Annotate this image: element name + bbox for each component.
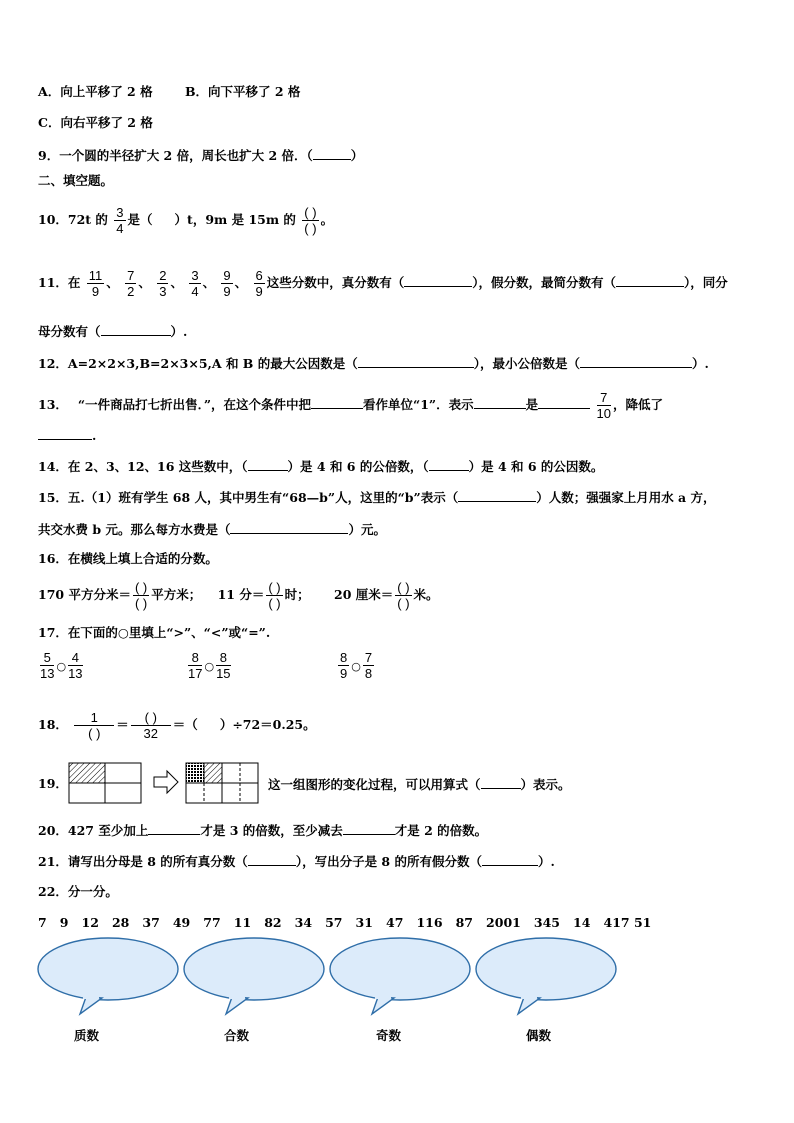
q-number: 21．	[38, 854, 68, 869]
fraction: $\frac{6}{9}$	[255, 268, 263, 299]
q-number: 13．	[38, 397, 68, 412]
q-number: 16．	[38, 551, 68, 566]
answer-fraction[interactable]: $\frac{( )}{( )}$	[134, 580, 148, 611]
q20-text-1: 427 至少加上	[67, 823, 149, 838]
q21-text-2: ），写出分子是 8 的所有假分数（	[295, 854, 482, 869]
speech-bubble-odd[interactable]	[330, 938, 470, 1014]
label-odd: 奇数	[376, 1028, 402, 1043]
answer-blank[interactable]	[311, 396, 363, 409]
answer-blank[interactable]	[101, 323, 171, 336]
compare-item-1	[38, 650, 85, 681]
answer-blank[interactable]	[404, 274, 472, 287]
q-number: 18．	[38, 717, 68, 732]
q11-text-4: ），同分	[684, 275, 728, 290]
question-16	[38, 551, 218, 567]
label-even: 偶数	[526, 1028, 552, 1043]
q18-text-1: （	[185, 717, 198, 732]
arrow-icon	[154, 771, 178, 793]
q-number: 14．	[38, 459, 68, 474]
fraction: $\frac{4}{13}$	[68, 650, 83, 681]
q-number: 12．	[38, 356, 68, 371]
fraction-diagram	[68, 762, 263, 806]
compare-item-2	[186, 650, 233, 681]
question-11: 11．在 $\frac{11}{9}$ 、 $\frac{7}{2}$ 、 $\frac{2}{3}$ 、 $\frac{3}{4}$ 、 $\frac{9}{9}$ 、 $\frac{6}{9}$ 这些分数中，真分数有（ ），假分数，最简分数有（ ），同分	[38, 268, 728, 299]
speech-bubbles	[30, 936, 630, 1020]
fraction-3-4: $\frac{3}{4}$	[116, 205, 124, 236]
compare-circle[interactable]: ○	[351, 660, 361, 673]
answer-blank[interactable]	[481, 776, 521, 789]
question-18	[38, 710, 316, 741]
question-16-items	[38, 580, 439, 611]
answer-blank[interactable]	[248, 853, 296, 866]
equals-sign: ＝	[172, 717, 186, 732]
q16-a-text: 170 平方分米＝	[38, 587, 131, 602]
label-prime: 质数	[74, 1028, 100, 1043]
answer-blank[interactable]	[248, 458, 288, 471]
answer-blank[interactable]	[343, 822, 395, 835]
question-17	[38, 625, 270, 641]
q15-text-2: ）人数；强强家上月用水 a 方，	[536, 490, 716, 505]
section-title: 二、填空题。	[38, 173, 114, 188]
compare-item-3	[336, 650, 376, 681]
q20-text-3: 才是 2 的倍数。	[394, 823, 488, 838]
q12-text-2: ），最小公倍数是（	[473, 356, 580, 371]
question-20	[38, 822, 487, 839]
q19-end: ）表示。	[520, 777, 571, 792]
question-21	[38, 853, 555, 870]
answer-blank[interactable]	[538, 396, 590, 409]
q12-text-3: ）.	[692, 356, 709, 371]
fraction: $\frac{7}{8}$	[364, 650, 373, 681]
fraction: $\frac{5}{13}$	[40, 650, 55, 681]
answer-fraction[interactable]: $\frac{( )}{( )}$	[304, 205, 317, 236]
question-11-cont	[38, 323, 187, 340]
compare-circle[interactable]: ○	[204, 660, 215, 673]
speech-bubble-prime[interactable]	[38, 938, 178, 1014]
question-13	[38, 390, 663, 421]
q10-text-2: 是（	[127, 212, 153, 227]
speech-bubble-composite[interactable]	[184, 938, 324, 1014]
question-22	[38, 884, 118, 900]
answer-blank[interactable]	[482, 853, 538, 866]
q10-text-4: 。	[320, 212, 334, 227]
option-c-line	[38, 115, 153, 131]
question-19-number: 19．	[38, 776, 68, 791]
question-13-cont	[38, 427, 96, 444]
q15-text-3: 共交水费 b 元。那么每方水费是（	[38, 522, 231, 537]
q-number: 9．	[38, 148, 60, 163]
q10-text-3: ）t，9m 是 15m 的	[174, 212, 296, 227]
q20-text-2: 才是 3 的倍数，至少减去	[200, 823, 343, 838]
q16-text: 在横线上填上合适的分数。	[67, 551, 218, 566]
compare-circle[interactable]: ○	[56, 660, 67, 673]
option-c: C．向右平移了 2 格	[38, 115, 153, 130]
option-a: A．向上平移了 2 格	[38, 84, 153, 99]
q-number: 10．	[38, 212, 68, 227]
q10-text-1: 72t 的	[67, 212, 108, 227]
fraction: $\frac{9}{9}$	[223, 268, 231, 299]
fraction: $\frac{8}{17}$	[188, 650, 203, 681]
answer-blank[interactable]	[38, 427, 92, 440]
answer-blank[interactable]	[358, 355, 474, 368]
question-10	[38, 205, 333, 236]
option-b: B．向下平移了 2 格	[184, 84, 301, 99]
answer-blank[interactable]	[148, 822, 200, 835]
q13-text-1: “一件商品打七折出售．”，在这个条件中把	[77, 397, 312, 412]
rect-after	[186, 763, 258, 803]
question-15-cont	[38, 521, 386, 538]
label-composite: 合数	[224, 1028, 250, 1043]
q17-text: 在下面的○里填上“>”、“<”或“=”.	[67, 625, 271, 640]
question-9	[38, 147, 363, 164]
question-19	[268, 776, 571, 793]
q13-text-3: 是	[525, 397, 539, 412]
q19-text: 这一组图形的变化过程，可以用算式（	[268, 777, 481, 792]
q-number: 20．	[38, 823, 68, 838]
q22-text: 分一分。	[67, 884, 118, 899]
speech-bubble-even[interactable]	[476, 938, 616, 1014]
answer-blank[interactable]	[429, 458, 469, 471]
q14-text-3: ）是 4 和 6 的公因数。	[468, 459, 604, 474]
q-number: 11．	[38, 275, 68, 290]
fraction: $\frac{7}{2}$	[127, 268, 135, 299]
equals-sign: ＝	[116, 717, 129, 732]
q9-end: ）	[350, 148, 364, 163]
q11-text-1: 在	[67, 275, 81, 290]
fraction: $\frac{2}{3}$	[159, 268, 167, 299]
answer-fraction[interactable]: $\frac{( )}{32}$	[131, 710, 171, 741]
q15-text-1: 五.（1）班有学生 68 人，其中男生有“68—b”人，这里的“b”表示（	[67, 490, 459, 505]
fraction: $\frac{8}{15}$	[216, 650, 231, 681]
rect-before	[69, 763, 141, 803]
fraction: $\frac{3}{4}$	[191, 268, 199, 299]
option-a-line	[38, 84, 300, 100]
answer-blank[interactable]	[616, 274, 684, 287]
q21-text-3: ）.	[537, 854, 555, 869]
answer-blank[interactable]	[580, 355, 692, 368]
q14-text-2: ）是 4 和 6 的公倍数，（	[287, 459, 429, 474]
q13-text-5: .	[92, 428, 97, 443]
answer-blank[interactable]	[230, 521, 348, 534]
fraction: $\frac{8}{9}$	[340, 650, 348, 681]
question-15	[38, 489, 716, 506]
answer-fraction[interactable]: $\frac{( )}{( )}$	[397, 580, 410, 611]
q11-text-5: 母分数有（	[38, 324, 101, 339]
q16-b-unit: 时；	[284, 587, 310, 602]
q16-c-text: 20 厘米＝	[334, 587, 394, 602]
q9-text: 一个圆的半径扩大 2 倍，周长也扩大 2 倍．（	[59, 148, 313, 163]
q-number: 22．	[38, 884, 68, 899]
q18-text-2: ）÷72＝0.25。	[219, 717, 316, 732]
q11-text-3: ），假分数，最简分数有（	[472, 275, 617, 290]
q21-text-1: 请写出分母是 8 的所有真分数（	[67, 854, 248, 869]
answer-blank[interactable]	[458, 489, 536, 502]
question-12	[38, 355, 709, 372]
fraction: $\frac{1}{( )}$	[74, 710, 114, 741]
answer-blank[interactable]	[313, 147, 351, 160]
fraction: $\frac{11}{9}$	[88, 268, 103, 299]
answer-blank[interactable]	[474, 396, 526, 409]
q14-text-1: 在 2、3、12、16 这些数中，（	[67, 459, 248, 474]
q11-text-6: ）.	[170, 324, 188, 339]
q-number: 17．	[38, 625, 68, 640]
q16-b-text: 11 分＝	[217, 587, 265, 602]
q11-text-2: 这些分数中，真分数有（	[266, 275, 405, 290]
q15-text-4: ）元。	[348, 522, 386, 537]
q13-text-2: 看作单位“1”．表示	[363, 397, 474, 412]
q13-text-4: ，降低了	[612, 397, 663, 412]
number-list: 7 9 12 28 37 49 77 11 82 34 57 31 47 116 87 2001 345 14 417 51	[38, 915, 652, 930]
q12-text-1: A=2×2×3,B=2×3×5,A 和 B 的最大公因数是（	[67, 356, 358, 371]
q16-c-unit: 米。	[413, 587, 439, 602]
question-14	[38, 458, 603, 475]
answer-fraction[interactable]: $\frac{( )}{( )}$	[268, 580, 281, 611]
q-number: 15．	[38, 490, 68, 505]
fraction-7-10: $\frac{7}{10}$	[596, 390, 611, 421]
q16-a-unit: 平方米；	[151, 587, 202, 602]
